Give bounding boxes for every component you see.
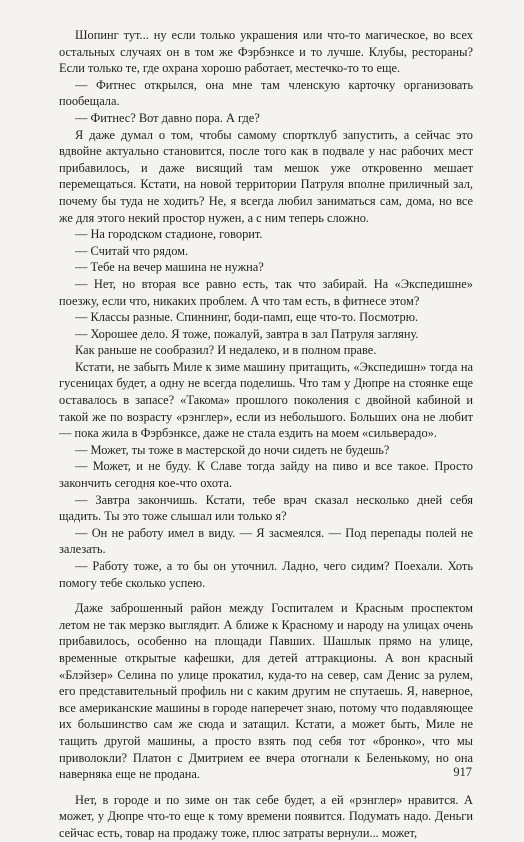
paragraph: Кстати, не забыть Миле к зиме машину притащить, «Экспедишн» тогда на гусеницах будет, а одну не всегда поделишь. Что там у Дюпре на стоянке еще оставалось в запасе? «Такома» прошлого поколения с двойной кабиной и такой же по возрасту «рэнглер», если из небольшого. Больших она не любит — пока жила в Фэрбэнксе, даже не стала ездить на моем «сильверадо».: [59, 359, 473, 441]
paragraph: — Может, ты тоже в мастерской до ночи сидеть не будешь?: [75, 442, 390, 457]
paragraph: — Фитнес открылся, она мне там членскую карточку организовать пообещала.: [59, 77, 473, 109]
paragraph: Я даже думал о том, чтобы самому спортклуб запустить, а сейчас это вдвойне актуально становится, после того как в подвале у нас рабочих мест прибавилось, и даже висящий там мешок уже откровенно мешает перемещаться. Кстати, на новой территории Патруля вполне приличный зал, почему бы туда не ходить? Не, я всегда любил заниматься сам, дома, но все же для этого некий простор нужен, а с ним теперь сложно.: [59, 127, 473, 225]
paragraph: — Завтра закончишь. Кстати, тебе врач сказал несколько дней себя щадить. Ты это тоже слышал или только я?: [59, 492, 473, 524]
paragraph: — Он не работу имел в виду. — Я засмеялся. — Под перепады полей не залезать.: [59, 525, 473, 557]
page-number: 917: [453, 765, 472, 779]
paragraph: — На городском стадионе, говорит.: [75, 227, 263, 242]
paragraph: — Нет, но вторая все равно есть, так что забирай. На «Экспедишне» поезжу, если что, никаких проблем. А что там есть, в фитнесе этом?: [59, 276, 473, 308]
paragraph: — Тебе на вечер машина не нужна?: [75, 260, 264, 275]
paragraph: — Фитнес? Вот давно пора. А где?: [75, 110, 260, 125]
paragraph: — Работу тоже, а то бы он уточнил. Ладно, чего сидим? Поехали. Хоть помогу тебе сколько успею.: [59, 559, 473, 590]
paragraph: Даже заброшенный район между Госпиталем и Красным проспектом летом не так мерзко выглядит. А ближе к Красному и народу на улицах очень прибавилось, особенно на площади Павших. Шашлык прямо на улице, временные открытые кафешки, для детей аттракционы. А вон красный «Блэйзер» Селина по улице прокатил, куда-то на север, сам Денис за рулем, его представительный профиль ни с каким другим не спутаешь. Я, наверное, все американские машины в городе наперечет знаю, потому что подавляющее их большинство сам же сюда и затащил. Кстати, а может быть, Миле не тащить другой машины, а просто взять под себя тот «бронко», что мы приволокли? Платон с Дмитрием ее вчера отогнали к Беленькому, но она наверняка еще не продана.: [59, 601, 473, 782]
paragraph: — Может, и не буду. К Славе тогда зайду на пиво и все такое. Просто закончить сегодня кое-что охота.: [59, 459, 473, 491]
page-text-body: [59, 27, 473, 842]
paragraph: Нет, в городе и по зиме он так себе будет, а ей «рэнглер» нравится. А может, у Дюпре что-то еще к тому времени появится. Подумать надо. Деньги сейчас есть, товар на продажу тоже, плюс затраты вернули... может,: [59, 792, 473, 840]
paragraph: — Классы разные. Спиннинг, боди-памп, еще что-то. Посмотрю.: [75, 310, 419, 325]
paragraph: Как раньше не сообразил? И недалеко, и в полном праве.: [75, 343, 377, 358]
paragraph: — Хорошее дело. Я тоже, пожалуй, завтра в зал Патруля загляну.: [75, 326, 419, 341]
paragraph: Шопинг тут... ну если только украшения или что-то магическое, во всех остальных случаях он в том же Фэрбэнксе и то лучше. Клубы, рестораны? Если только те, где охрана хорошо работает, местечко-то то еще.: [59, 28, 473, 76]
paragraph: — Считай что рядом.: [75, 243, 189, 258]
